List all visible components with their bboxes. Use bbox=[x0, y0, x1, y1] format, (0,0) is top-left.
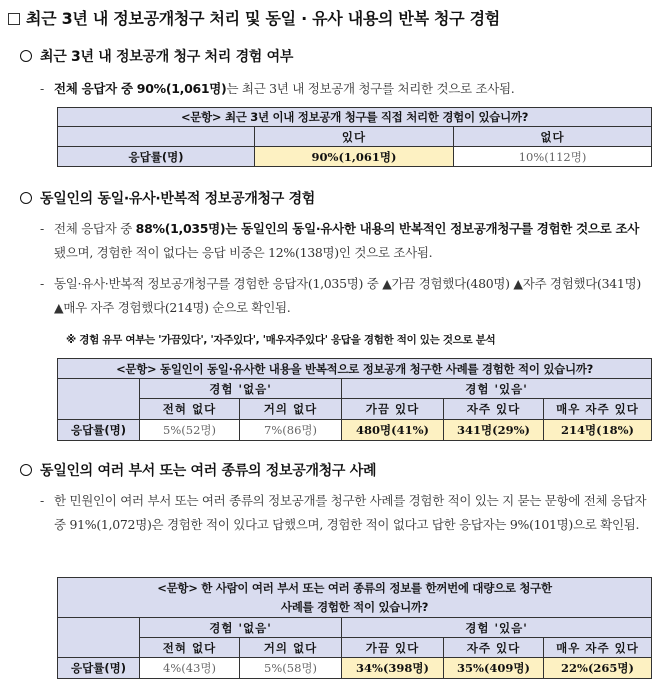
table-3 bbox=[57, 577, 652, 679]
section-2-p2-text: 동일·유사·반복적 정보공개청구를 경험한 응답자(1,035명) 중 ▲가끔 경험했다(480명) ▲자주 경험했다(341명) ▲매우 자주 경험했다(214명) 순으로 확인됨. bbox=[54, 276, 641, 315]
table-3-question-line-1: <문항> 한 사람이 여러 부서 또는 여러 종류의 정보를 한꺼번에 대량으로 청구한 bbox=[58, 578, 652, 598]
table-1-col-yes: 있다 bbox=[255, 127, 454, 147]
table-3-value-sometimes: 34%(398명) bbox=[342, 658, 444, 679]
table-3-value-never: 4%(43명) bbox=[140, 658, 240, 679]
circle-bullet-icon bbox=[20, 192, 32, 204]
page-title bbox=[8, 6, 500, 29]
section-2-p1-pre: 전체 응답자 중 bbox=[54, 221, 136, 236]
table-1-corner bbox=[58, 127, 255, 147]
section-1-paragraph bbox=[40, 77, 650, 101]
table-2-col-rarely: 거의 없다 bbox=[240, 399, 342, 420]
table-3-col-rarely: 거의 없다 bbox=[240, 638, 342, 658]
table-2-col-often: 자주 있다 bbox=[444, 399, 544, 420]
table-1-value-no: 10%(112명) bbox=[454, 147, 652, 167]
table-3-group-yes: 경험 '있음' bbox=[342, 618, 652, 638]
table-3-value-rarely: 5%(58명) bbox=[240, 658, 342, 679]
section-1-rest: 는 최근 3년 내 정보공개 청구를 처리한 것으로 조사됨. bbox=[226, 81, 515, 96]
table-3-value-often: 35%(409명) bbox=[444, 658, 544, 679]
table-3-col-sometimes: 가끔 있다 bbox=[342, 638, 444, 658]
table-3-group-no: 경험 '없음' bbox=[140, 618, 342, 638]
table-2-col-never: 전혀 없다 bbox=[140, 399, 240, 420]
table-2-value-often: 341명(29%) bbox=[444, 420, 544, 441]
table-3-value-very-often: 22%(265명) bbox=[544, 658, 652, 679]
section-3-p1-text: 한 민원인이 여러 부서 또는 여러 종류의 정보공개를 청구한 사례를 경험한 적이 있는 지 묻는 문항에 전체 응답자 중 91%(1,072명)은 경험한 적이 있다고 답했으며, 경험한 적이 없다고 답한 응답자는 9%(101명)으로 확인됨. bbox=[54, 493, 647, 532]
table-2-group-yes: 경험 '있음' bbox=[342, 379, 652, 399]
table-2-value-very-often: 214명(18%) bbox=[544, 420, 652, 441]
table-1 bbox=[57, 107, 652, 167]
table-2-question: <문항> 동일인이 동일·유사한 내용을 반복적으로 정보공개 청구한 사례를 경험한 적이 있습니까? bbox=[58, 359, 652, 379]
table-2-corner bbox=[58, 379, 140, 420]
section-2-p1-bold: 88%(1,035명)는 동일인의 동일·유사한 내용의 반복적인 정보공개청구를 경험한 것으로 조사 bbox=[135, 221, 639, 236]
table-3-question-line-2: 사례를 경험한 적이 있습니까? bbox=[58, 598, 652, 618]
table-1-col-no: 없다 bbox=[454, 127, 652, 147]
dash-bullet: - bbox=[40, 493, 44, 508]
table-3-col-very-often: 매우 자주 있다 bbox=[544, 638, 652, 658]
table-2-col-very-often: 매우 자주 있다 bbox=[544, 399, 652, 420]
table-2-value-never: 5%(52명) bbox=[140, 420, 240, 441]
page-title-text: 최근 3년 내 정보공개청구 처리 및 동일 · 유사 내용의 반복 청구 경험 bbox=[26, 9, 500, 28]
table-2 bbox=[57, 358, 652, 441]
circle-bullet-icon bbox=[20, 50, 32, 62]
table-1-row-label: 응답률(명) bbox=[58, 147, 255, 167]
section-3-paragraph bbox=[40, 489, 650, 537]
table-2-row-label: 응답률(명) bbox=[58, 420, 140, 441]
section-1-heading bbox=[20, 46, 293, 66]
table-3-col-often: 자주 있다 bbox=[444, 638, 544, 658]
table-3-corner bbox=[58, 618, 140, 658]
dash-bullet: - bbox=[40, 276, 44, 291]
table-2-group-no: 경험 '없음' bbox=[140, 379, 342, 399]
dash-bullet: - bbox=[40, 221, 44, 236]
circle-bullet-icon bbox=[20, 464, 32, 476]
table-3-row-label: 응답률(명) bbox=[58, 658, 140, 679]
checkbox-square-icon bbox=[8, 13, 20, 25]
section-2-heading-text: 동일인의 동일·유사·반복적 정보공개청구 경험 bbox=[40, 191, 316, 207]
section-1-bold: 전체 응답자 중 90%(1,061명) bbox=[54, 81, 227, 96]
section-2-heading bbox=[20, 188, 315, 208]
section-2-p1-post: 됐으며, 경험한 적이 없다는 응답 비중은 12%(138명)인 것으로 조사됨. bbox=[54, 245, 433, 260]
table-2-col-sometimes: 가끔 있다 bbox=[342, 399, 444, 420]
table-2-value-sometimes: 480명(41%) bbox=[342, 420, 444, 441]
section-3-heading bbox=[20, 460, 376, 480]
analysis-note: ※ 경험 유무 여부는 '가끔있다', '자주있다', '매우자주있다' 응답을 경험한 적이 있는 것으로 분석 bbox=[66, 334, 496, 346]
table-1-value-yes: 90%(1,061명) bbox=[255, 147, 454, 167]
section-2-paragraph-2 bbox=[40, 272, 650, 320]
dash-bullet: - bbox=[40, 81, 44, 96]
section-2-paragraph-1 bbox=[40, 217, 650, 265]
table-1-question: <문항> 최근 3년 이내 정보공개 청구를 직접 처리한 경험이 있습니까? bbox=[58, 108, 652, 127]
table-2-value-rarely: 7%(86명) bbox=[240, 420, 342, 441]
table-3-col-never: 전혀 없다 bbox=[140, 638, 240, 658]
section-1-heading-text: 최근 3년 내 정보공개 청구 처리 경험 여부 bbox=[40, 49, 294, 65]
section-3-heading-text: 동일인의 여러 부서 또는 여러 종류의 정보공개청구 사례 bbox=[40, 463, 377, 479]
